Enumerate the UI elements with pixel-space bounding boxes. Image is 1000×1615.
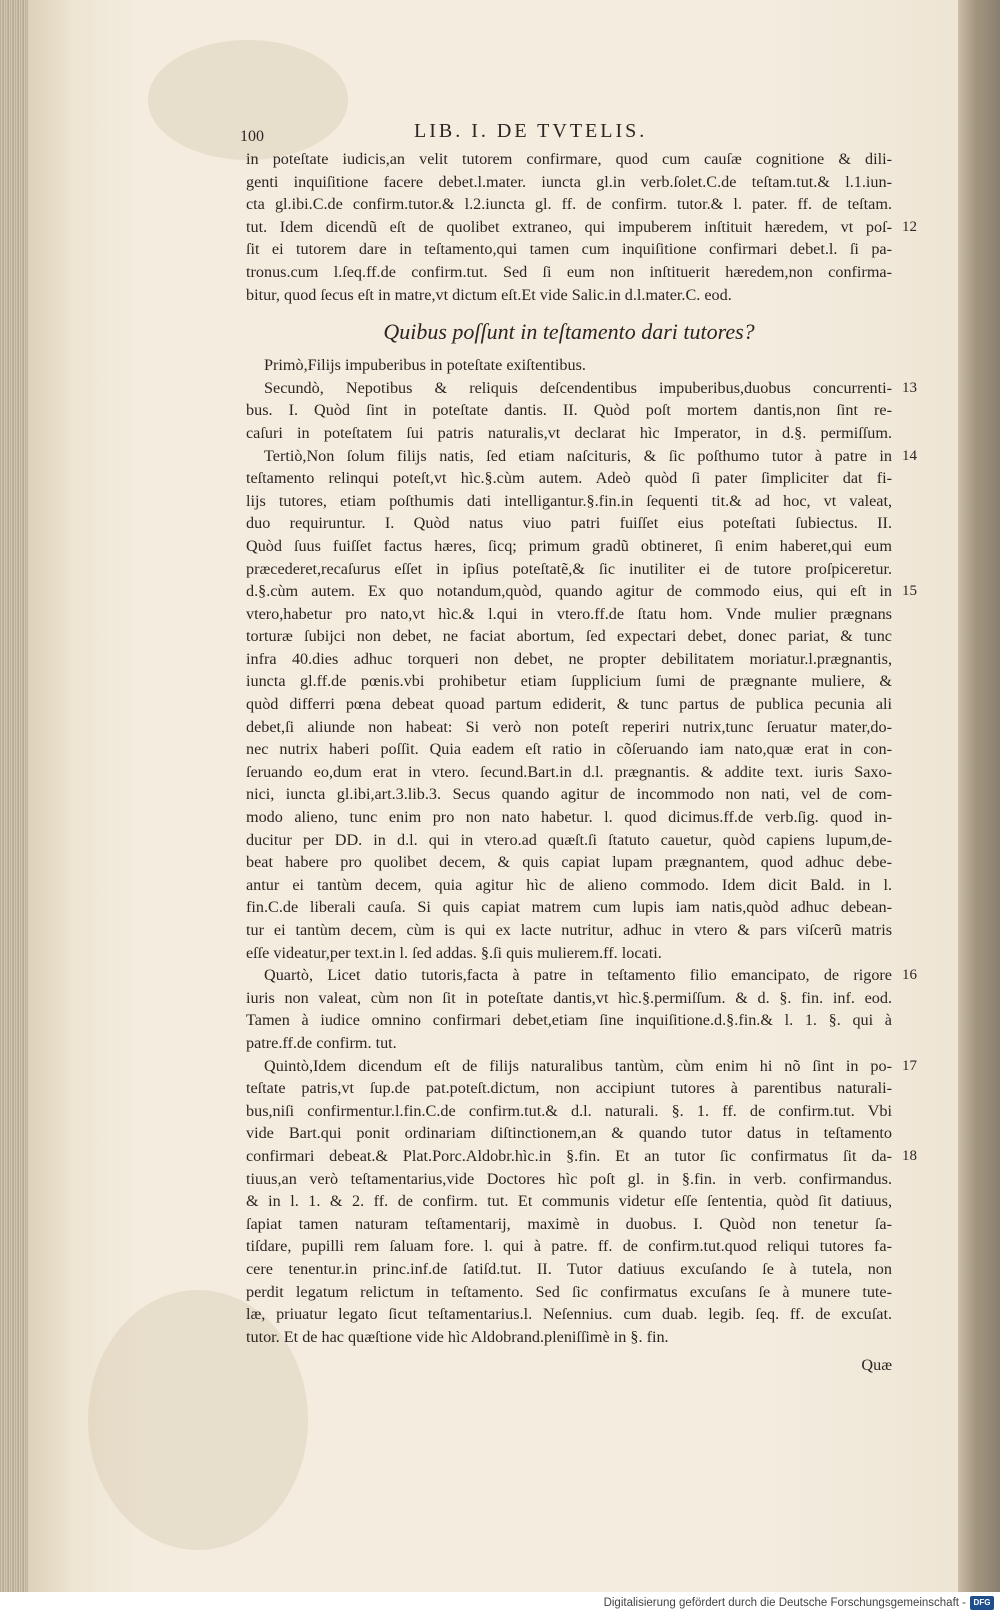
book-edge-right bbox=[958, 0, 1000, 1592]
text-line: beat habere pro quolibet decem, & quis capiat lupam prægnantem, quod adhuc debe- bbox=[246, 853, 892, 872]
text-line: tut. Idem dicendũ eſt de quolibet extraneo, qui impuberem inſtituit hæredem, vt poſ- 12 bbox=[246, 216, 892, 239]
text-line: vtero,habetur pro nato,vt hìc.& l.qui in vtero.ff.de ſtatu hom. Vnde mulier prægnans bbox=[246, 604, 892, 623]
text-line: duo requiruntur. I. Quòd natus viuo patri fuiſſet eius poteſtati ſubiectus. II. bbox=[246, 514, 892, 533]
text-line: in poteſtate iudicis,an velit tutorem confirmare, quod cum cauſæ cognitione & dili- bbox=[246, 150, 892, 168]
text-line: perdit legatum relictum in teſtamento. Sed ſic confirmatus excuſans ſe à munere tute- bbox=[246, 1282, 892, 1301]
text-line: fin.C.de liberali cauſa. Si quis capiat matrem cum lupis iam natis,quòd adhuc debean- bbox=[246, 898, 892, 917]
text-line: Tertiò,Non ſolum filijs natis, ſed etiam naſcituris, & ſic poſthumo tutor à patre in 14 bbox=[246, 445, 892, 468]
text-line: bus,niſi confirmentur.l.fin.C.de confirm.tut.& d.l. naturali. §. 1. ff. de confirm.tut. Vbi bbox=[246, 1101, 892, 1120]
page-number: 100 bbox=[240, 128, 264, 145]
text-line: Quartò, Licet datio tutoris,facta à patre in teſtamento filio emancipato, de rigore 16 bbox=[246, 964, 892, 987]
text-line: tronus.cum l.ſeq.ff.de confirm.tut. Sed ſi eum non inſtituerit hæredem,non confirma- bbox=[246, 262, 892, 281]
text-line: caſuri in poteſtatem ſui patris naturalis,vt declarat hìc Imperator, in d.§. permiſſum. bbox=[246, 423, 892, 442]
text-line: patre.ff.de confirm. tut. bbox=[246, 1033, 397, 1052]
margin-number: 17 bbox=[902, 1057, 917, 1074]
text-line: Quòd ſuus fuiſſet factus hæres, ſicq; primum gradũ obtineret, ſi enim haberet,qui eum bbox=[246, 536, 892, 555]
text-line: modo alieno, tunc enim pro non nato habetur. l. quod dicimus.ff.de verb.ſig. quod in- bbox=[246, 808, 892, 827]
text-line: bus. I. Quòd ſint in poteſtate dantis. II. Quòd poſt mortem dantis,non ſint re- bbox=[246, 401, 892, 420]
footer-text: Digitalisierung gefördert durch die Deutsche Forschungsgemeinschaft - bbox=[603, 1597, 966, 1609]
text-line: & in l. 1. & 2. ff. de confirm. tut. Et communis videtur eſſe ſententia, quòd ſit datiuus, bbox=[246, 1192, 892, 1211]
text-line: tur ei tantùm decem, cùm is qui ex lacte nutritur, adhuc in vtero & pars viſcerũ matris bbox=[246, 921, 892, 939]
text-line: ſapiat tamen naturam teſtamentarij, maximè in duobus. I. Quòd non tenetur ſa- bbox=[246, 1214, 892, 1233]
running-title: LIB. I. DE TVTELIS. bbox=[414, 120, 648, 142]
text-line: bitur, quod ſecus eſt in matre,vt dictum eſt.Et vide Salic.in d.l.mater.C. eod. bbox=[246, 285, 732, 304]
text-line: nec nutrix haberi poſſit. Quia eadem eſt ratio in cõſeruando iam nato,quæ erat in con- bbox=[246, 740, 892, 759]
text-line: ſeruando eo,dum erat in vtero. ſecund.Bart.in d.l. prægnantis. & addite text. iuris Saxo- bbox=[246, 762, 892, 781]
text-line: cere tenentur.in princ.inf.de ſatiſd.tut. II. Tutor datiuus excuſando ſe à tutela, non bbox=[246, 1259, 892, 1278]
text-line: ducitur per DD. in d.l. qui in vtero.ad quæſt.ſi ſtatuto cauetur, quòd capiens lupum,de- bbox=[246, 830, 892, 849]
footer-bar bbox=[0, 1592, 1000, 1615]
text-line: iuncta gl.ff.de pœnis.vbi prohibetur etiam ſupplicium ſumi de prægnante muliere, & bbox=[246, 672, 892, 691]
text-line: genti inquiſitione facere debet.l.mater. iuncta gl.in verb.ſolet.C.de teſtam.tut.& l.1.iun- bbox=[246, 172, 892, 191]
dfg-logo: DFG bbox=[970, 1596, 994, 1610]
margin-number: 15 bbox=[902, 583, 917, 600]
text-line: tutor. Et de hac quæſtione vide hìc Aldobrand.pleniſſimè in §. fin. bbox=[246, 1327, 669, 1346]
margin-number: 12 bbox=[902, 218, 917, 235]
text-line: d.§.cùm autem. Ex quo notandum,quòd, quando agitur de commodo eius, qui eſt in 15 bbox=[246, 580, 892, 603]
text-line: infra 40.dies adhuc torqueri non debet, ne propter debilitatem moriatur.l.prægnantis, bbox=[246, 649, 892, 668]
text-line: teſtate patris,vt ſup.de pat.poteſt.dictum, non accipiunt tutores à parentibus naturali- bbox=[246, 1079, 892, 1098]
text-line: Secundò, Nepotibus & reliquis deſcendentibus impuberibus,duobus concurrenti- 13 bbox=[246, 377, 892, 400]
text-line: tiſdare, pupilli rem ſaluam fore. l. qui à patre. ff. de confirm.tut.quod reliqui tutores fa- bbox=[246, 1237, 892, 1256]
text-line: torturæ ſubijci non debet, ne faciat abortum, ſed expectari debet, donec pariat, & tunc bbox=[246, 627, 892, 646]
text-line: ſit ei tutorem dare in teſtamento,qui tamen cum inquiſitione confirmari debet.l. ſi pa- bbox=[246, 240, 892, 259]
text-line: Quintò,Idem dicendum eſt de filijs naturalibus tantùm, cùm enim hi nõ ſint in po- 17 bbox=[246, 1055, 892, 1078]
text-line: Primò,Filijs impuberibus in poteſtate exiſtentibus. bbox=[264, 356, 586, 375]
text-line: cta gl.ibi.C.de confirm.tutor.& l.2.iuncta gl. ff. de confirm. tutor.& l. pater. ff. de teſtam. bbox=[246, 195, 892, 214]
paragraph bbox=[246, 354, 917, 964]
margin-number: 16 bbox=[902, 967, 917, 984]
paragraph bbox=[246, 964, 917, 1054]
text-line: teſtamento relinqui poteſt,vt hìc.§.cùm autem. Adeò quòd ſi pater ſimpliciter dat fi- bbox=[246, 469, 892, 488]
text-block bbox=[240, 118, 917, 1378]
text-line: Tamen à iudice omnino confirmari debet,etiam ſine inquiſitione.d.§.fin.& l. 1. §. qui à bbox=[246, 1011, 892, 1030]
text-line: lijs tutores, etiam poſthumis dati intelligantur.§.fin.in ſequenti tit.& ad hoc, vt valeat, bbox=[246, 491, 892, 510]
text-line: vide Bart.qui ponit ordinariam diſtinctionem,an & quando tutor datus in teſtamento bbox=[246, 1124, 892, 1143]
text-line: læ, priuatur legato ſicut teſtamentarius.l. Neſennius. cum duab. legib. ſeq. ff. de excuſat. bbox=[246, 1305, 892, 1324]
paragraph bbox=[246, 148, 917, 306]
margin-number: 18 bbox=[902, 1147, 917, 1164]
text-line: antur ei tantùm decem, quia agitur hìc de alieno commodo. Idem dicit Bald. in l. bbox=[246, 875, 892, 894]
text-line: quòd differri pœna debeat quoad partum ediderit, & tunc partus de publica pecunia ali bbox=[246, 695, 892, 714]
running-head bbox=[240, 118, 892, 148]
text-line: confirmari debeat.& Plat.Porc.Aldobr.hìc.in §.fin. Et an tutor ſic confirmatus ſit da- 18 bbox=[246, 1145, 892, 1168]
text-line: debet,ſi aliunde non habeat: Si verò non poteſt reperiri nutrix,tunc ſeruatur mater,do- bbox=[246, 717, 892, 736]
text-line: præcederet,recaſurus eſſet in ipſius poteſtatẽ,& ſic inutiliter ei de tutore proſpiceretur. bbox=[246, 559, 892, 578]
margin-number: 13 bbox=[902, 379, 917, 396]
section-heading: Quibus poſſunt in teſtamento dari tutores? bbox=[383, 319, 755, 345]
text-line: eſſe videatur,per text.in l. ſed addas. §.ſi quis mulierem.ff. locati. bbox=[246, 943, 662, 962]
catchword: Quæ bbox=[861, 1356, 892, 1375]
paragraph bbox=[246, 1055, 917, 1349]
text-line: tiuus,an verò teſtamentarius,vide Doctores hìc poſt gl. in §.fin. in verb. confirmandus. bbox=[246, 1169, 892, 1188]
text-line: nici, iuncta gl.ibi,art.3.lib.3. Secus quando agitur de incommodo non nati, vel de com- bbox=[246, 785, 892, 804]
margin-number: 14 bbox=[902, 447, 917, 464]
text-line: iuris non valeat, cùm non ſit in poteſtate dantis,vt hìc.§.permiſſum. & d. §. fin. inf. eod. bbox=[246, 988, 892, 1007]
